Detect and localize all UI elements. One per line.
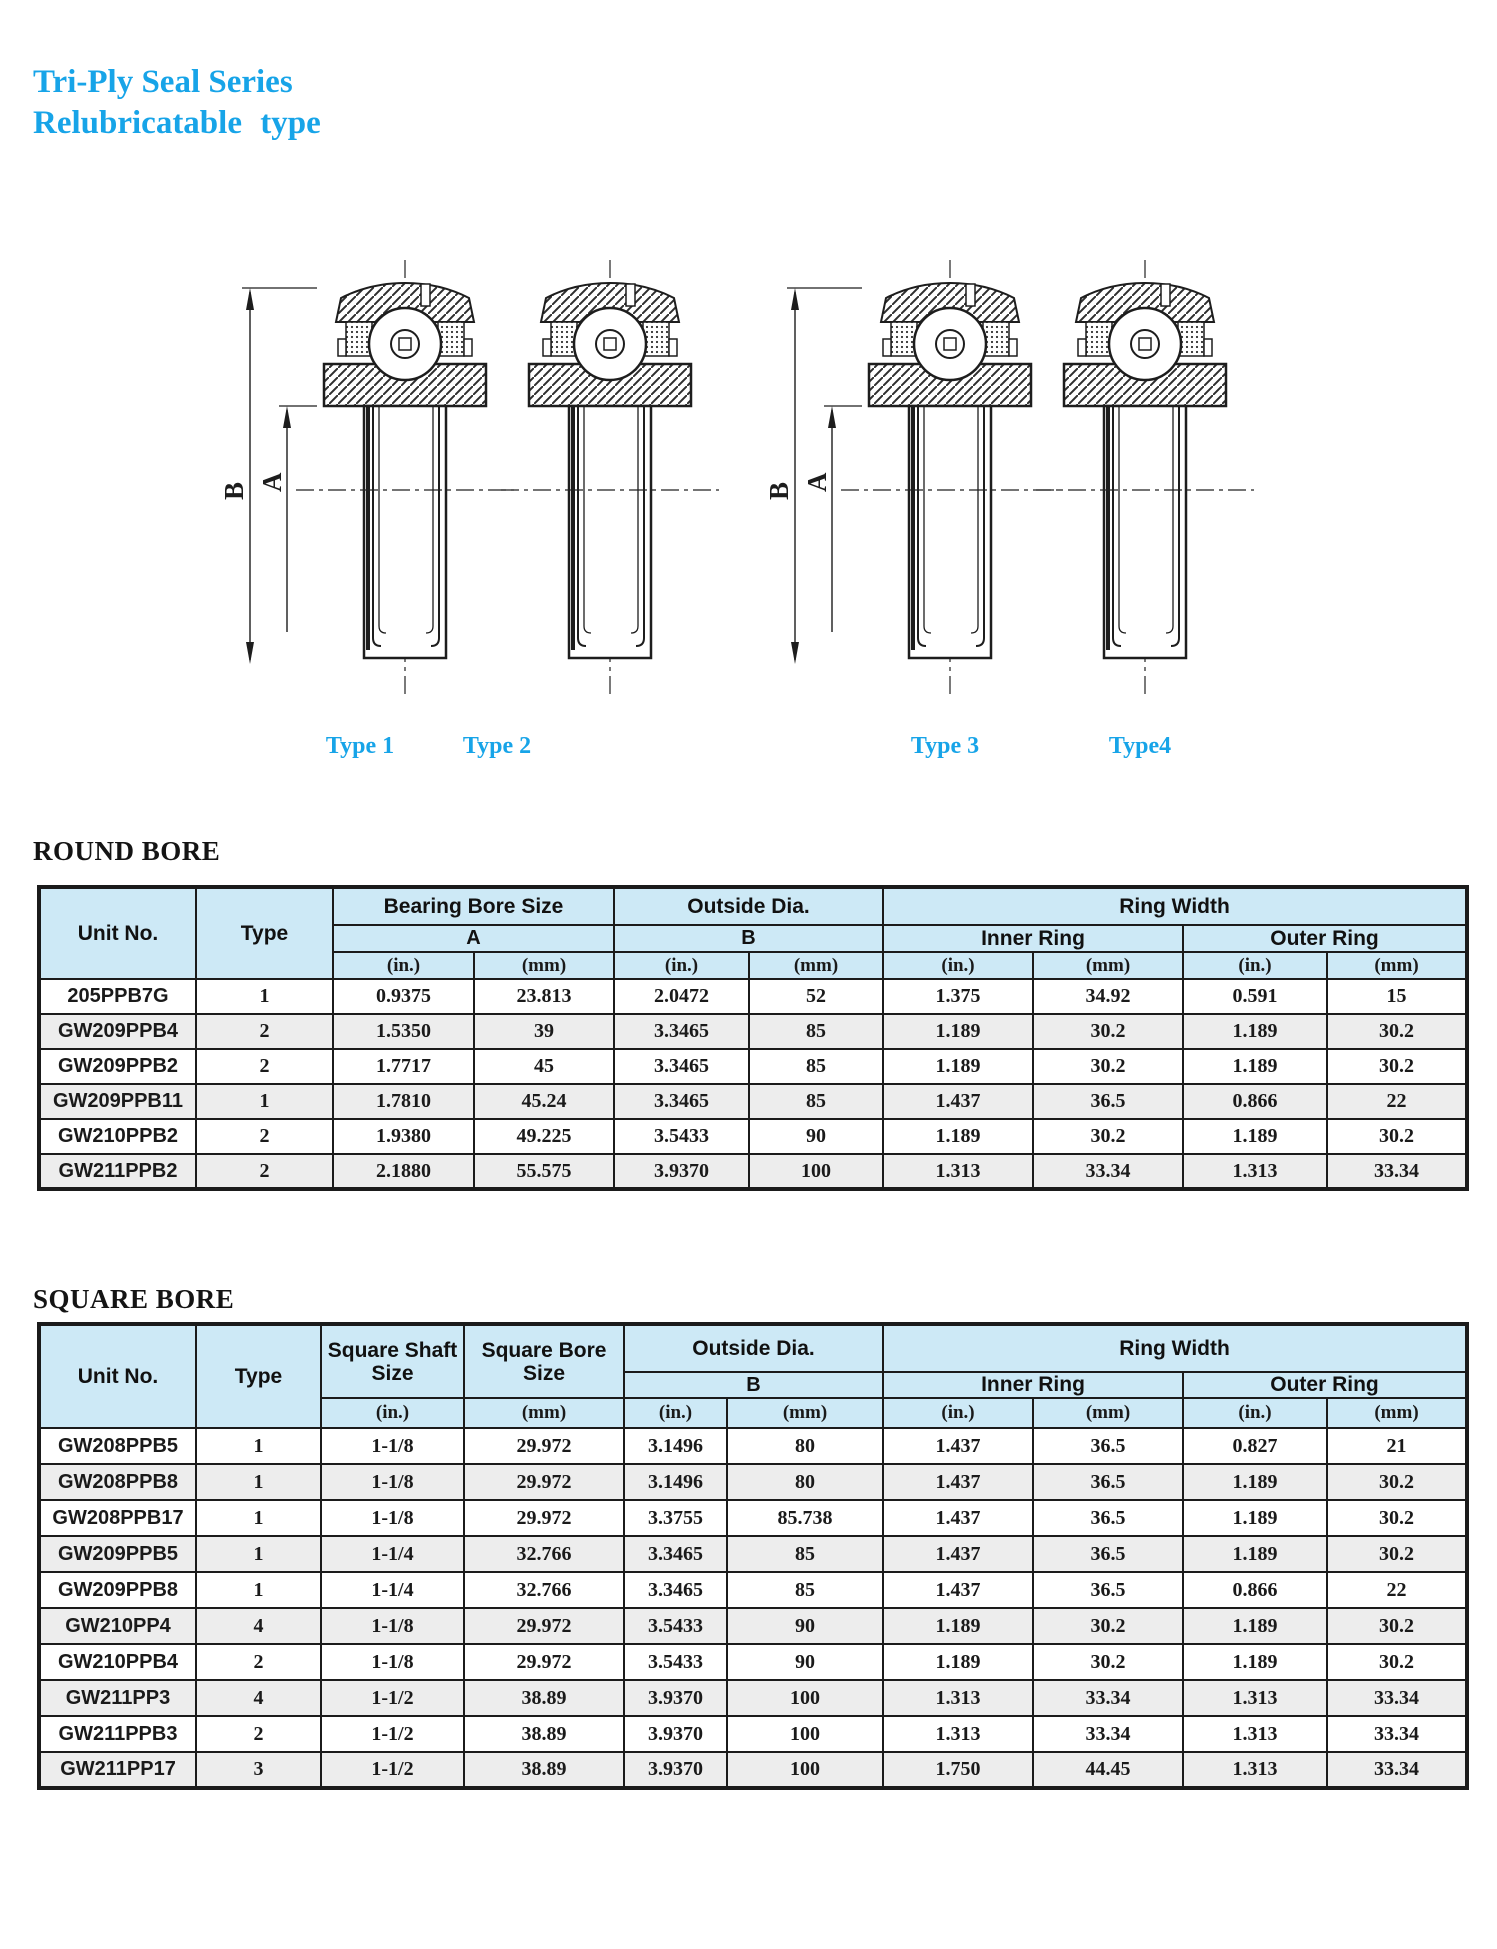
round-col-outside-dia: Outside Dia.	[614, 887, 883, 925]
round-unit-in: (in.)	[1183, 952, 1327, 979]
value-cell: 1.189	[1183, 1119, 1327, 1154]
value-cell: 4	[196, 1680, 321, 1716]
type4-label: Type4	[1108, 733, 1172, 759]
value-cell: 30.2	[1327, 1608, 1467, 1644]
value-cell: 4	[196, 1608, 321, 1644]
value-cell: 1.437	[883, 1084, 1033, 1119]
value-cell: 3.3465	[624, 1572, 727, 1608]
table-row	[39, 1014, 1467, 1049]
table-row	[39, 1752, 1467, 1788]
value-cell: 100	[727, 1752, 883, 1788]
value-cell: 30.2	[1033, 1049, 1183, 1084]
value-cell: 1.189	[1183, 1500, 1327, 1536]
table-row	[39, 1428, 1467, 1464]
table-row	[39, 1500, 1467, 1536]
value-cell: 23.813	[474, 979, 614, 1014]
value-cell: 1.437	[883, 1536, 1033, 1572]
value-cell: 33.34	[1033, 1716, 1183, 1752]
value-cell: 49.225	[474, 1119, 614, 1154]
value-cell: 15	[1327, 979, 1467, 1014]
value-cell: 85	[749, 1084, 883, 1119]
value-cell: 29.972	[464, 1500, 624, 1536]
round-col-b: B	[614, 925, 883, 952]
value-cell: 2	[196, 1119, 333, 1154]
value-cell: 1	[196, 1428, 321, 1464]
value-cell: 52	[749, 979, 883, 1014]
square-unit-mm: (mm)	[1033, 1398, 1183, 1428]
square-unit-in: (in.)	[883, 1398, 1033, 1428]
value-cell: 3.3465	[614, 1014, 749, 1049]
value-cell: 1-1/2	[321, 1716, 464, 1752]
round-col-outer-ring: Outer Ring	[1183, 925, 1467, 952]
round-col-type: Type	[196, 887, 333, 979]
value-cell: 1-1/8	[321, 1428, 464, 1464]
value-cell: 1.7717	[333, 1049, 474, 1084]
value-cell: 1.189	[883, 1014, 1033, 1049]
value-cell: 1.313	[883, 1154, 1033, 1189]
value-cell: 100	[727, 1680, 883, 1716]
page-title-line1: Tri-Ply Seal Series	[33, 64, 293, 100]
value-cell: 3.1496	[624, 1428, 727, 1464]
unit-no-cell: GW210PPB4	[39, 1644, 196, 1680]
value-cell: 0.866	[1183, 1572, 1327, 1608]
value-cell: 30.2	[1033, 1608, 1183, 1644]
value-cell: 2.1880	[333, 1154, 474, 1189]
value-cell: 30.2	[1327, 1014, 1467, 1049]
value-cell: 3.3465	[624, 1536, 727, 1572]
value-cell: 30.2	[1327, 1119, 1467, 1154]
round-col-ring-width: Ring Width	[883, 887, 1467, 925]
unit-no-cell: 205PPB7G	[39, 979, 196, 1014]
value-cell: 44.45	[1033, 1752, 1183, 1788]
value-cell: 3.5433	[624, 1644, 727, 1680]
value-cell: 1-1/4	[321, 1536, 464, 1572]
table-row	[39, 1464, 1467, 1500]
value-cell: 2	[196, 1644, 321, 1680]
value-cell: 33.34	[1327, 1154, 1467, 1189]
value-cell: 29.972	[464, 1428, 624, 1464]
type3-label: Type 3	[910, 733, 980, 759]
unit-no-cell: GW209PPB8	[39, 1572, 196, 1608]
value-cell: 29.972	[464, 1644, 624, 1680]
value-cell: 1.313	[883, 1680, 1033, 1716]
square-col-ring-width: Ring Width	[883, 1324, 1467, 1372]
value-cell: 33.34	[1327, 1680, 1467, 1716]
square-unit-in: (in.)	[1183, 1398, 1327, 1428]
value-cell: 22	[1327, 1572, 1467, 1608]
value-cell: 1.375	[883, 979, 1033, 1014]
value-cell: 100	[727, 1716, 883, 1752]
bearing-drawings: B A	[0, 0, 1497, 720]
value-cell: 1.313	[883, 1716, 1033, 1752]
value-cell: 90	[727, 1644, 883, 1680]
round-unit-in: (in.)	[614, 952, 749, 979]
round-bore-heading: ROUND BORE	[33, 836, 221, 866]
value-cell: 85	[749, 1014, 883, 1049]
value-cell: 36.5	[1033, 1536, 1183, 1572]
value-cell: 90	[727, 1608, 883, 1644]
table-row	[39, 1680, 1467, 1716]
value-cell: 3.9370	[624, 1680, 727, 1716]
value-cell: 1	[196, 1572, 321, 1608]
value-cell: 3.9370	[624, 1752, 727, 1788]
value-cell: 1-1/8	[321, 1608, 464, 1644]
value-cell: 3.5433	[614, 1119, 749, 1154]
unit-no-cell: GW211PP17	[39, 1752, 196, 1788]
table-row	[39, 1644, 1467, 1680]
round-col-inner-ring: Inner Ring	[883, 925, 1183, 952]
table-row	[39, 1154, 1467, 1189]
value-cell: 30.2	[1327, 1464, 1467, 1500]
value-cell: 85.738	[727, 1500, 883, 1536]
value-cell: 3	[196, 1752, 321, 1788]
value-cell: 36.5	[1033, 1428, 1183, 1464]
value-cell: 34.92	[1033, 979, 1183, 1014]
value-cell: 2	[196, 1716, 321, 1752]
value-cell: 36.5	[1033, 1084, 1183, 1119]
value-cell: 3.9370	[614, 1154, 749, 1189]
value-cell: 2	[196, 1014, 333, 1049]
value-cell: 1.437	[883, 1464, 1033, 1500]
value-cell: 85	[727, 1572, 883, 1608]
value-cell: 1.189	[1183, 1608, 1327, 1644]
unit-no-cell: GW208PPB5	[39, 1428, 196, 1464]
value-cell: 32.766	[464, 1536, 624, 1572]
square-unit-mm: (mm)	[464, 1398, 624, 1428]
unit-no-cell: GW211PPB2	[39, 1154, 196, 1189]
value-cell: 85	[749, 1049, 883, 1084]
value-cell: 33.34	[1327, 1716, 1467, 1752]
value-cell: 29.972	[464, 1608, 624, 1644]
type2-label: Type 2	[462, 733, 532, 759]
unit-no-cell: GW211PPB3	[39, 1716, 196, 1752]
square-unit-mm: (mm)	[1327, 1398, 1467, 1428]
value-cell: 1	[196, 979, 333, 1014]
table-row	[39, 1608, 1467, 1644]
table-row	[39, 1716, 1467, 1752]
round-col-unit-no: Unit No.	[39, 887, 196, 979]
value-cell: 1-1/4	[321, 1572, 464, 1608]
value-cell: 2	[196, 1049, 333, 1084]
round-unit-in: (in.)	[333, 952, 474, 979]
value-cell: 1.313	[1183, 1752, 1327, 1788]
value-cell: 3.5433	[624, 1608, 727, 1644]
value-cell: 55.575	[474, 1154, 614, 1189]
value-cell: 32.766	[464, 1572, 624, 1608]
round-unit-mm: (mm)	[749, 952, 883, 979]
value-cell: 1.189	[1183, 1644, 1327, 1680]
square-col-outside-dia: Outside Dia.	[624, 1324, 883, 1372]
value-cell: 36.5	[1033, 1572, 1183, 1608]
square-col-inner-ring: Inner Ring	[883, 1372, 1183, 1398]
unit-no-cell: GW208PPB8	[39, 1464, 196, 1500]
value-cell: 1	[196, 1500, 321, 1536]
value-cell: 3.1496	[624, 1464, 727, 1500]
value-cell: 90	[749, 1119, 883, 1154]
value-cell: 1.313	[1183, 1680, 1327, 1716]
value-cell: 3.3465	[614, 1049, 749, 1084]
square-col-b: B	[624, 1372, 883, 1398]
value-cell: 1.189	[1183, 1464, 1327, 1500]
square-col-outer-ring: Outer Ring	[1183, 1372, 1467, 1398]
square-bore-heading: SQUARE BORE	[33, 1284, 235, 1314]
unit-no-cell: GW208PPB17	[39, 1500, 196, 1536]
value-cell: 3.3465	[614, 1084, 749, 1119]
value-cell: 1-1/2	[321, 1680, 464, 1716]
table-row	[39, 1536, 1467, 1572]
value-cell: 2.0472	[614, 979, 749, 1014]
square-unit-mm: (mm)	[727, 1398, 883, 1428]
unit-no-cell: GW209PPB2	[39, 1049, 196, 1084]
value-cell: 0.9375	[333, 979, 474, 1014]
round-col-a: A	[333, 925, 614, 952]
value-cell: 3.9370	[624, 1716, 727, 1752]
value-cell: 1.5350	[333, 1014, 474, 1049]
unit-no-cell: GW209PPB11	[39, 1084, 196, 1119]
value-cell: 1.189	[883, 1644, 1033, 1680]
square-col-type: Type	[196, 1324, 321, 1428]
value-cell: 1.189	[883, 1119, 1033, 1154]
value-cell: 0.591	[1183, 979, 1327, 1014]
value-cell: 45	[474, 1049, 614, 1084]
square-col-unit-no: Unit No.	[39, 1324, 196, 1428]
value-cell: 1.189	[1183, 1049, 1327, 1084]
value-cell: 2	[196, 1154, 333, 1189]
value-cell: 1	[196, 1464, 321, 1500]
value-cell: 30.2	[1327, 1500, 1467, 1536]
type1-label: Type 1	[325, 733, 395, 759]
value-cell: 30.2	[1327, 1536, 1467, 1572]
value-cell: 38.89	[464, 1680, 624, 1716]
value-cell: 1.9380	[333, 1119, 474, 1154]
value-cell: 100	[749, 1154, 883, 1189]
square-col-bore-size: Square Bore Size	[464, 1324, 624, 1398]
value-cell: 30.2	[1033, 1644, 1183, 1680]
value-cell: 1.313	[1183, 1154, 1327, 1189]
value-cell: 1	[196, 1084, 333, 1119]
square-col-shaft-size: Square Shaft Size	[321, 1324, 464, 1398]
value-cell: 0.866	[1183, 1084, 1327, 1119]
square-unit-in: (in.)	[624, 1398, 727, 1428]
value-cell: 33.34	[1327, 1752, 1467, 1788]
value-cell: 1	[196, 1536, 321, 1572]
value-cell: 1-1/2	[321, 1752, 464, 1788]
value-cell: 1.313	[1183, 1716, 1327, 1752]
value-cell: 1.437	[883, 1500, 1033, 1536]
round-col-bearing-bore-size: Bearing Bore Size	[333, 887, 614, 925]
value-cell: 1-1/8	[321, 1500, 464, 1536]
page-title	[33, 62, 321, 144]
round-unit-mm: (mm)	[1033, 952, 1183, 979]
value-cell: 85	[727, 1536, 883, 1572]
value-cell: 39	[474, 1014, 614, 1049]
value-cell: 21	[1327, 1428, 1467, 1464]
value-cell: 30.2	[1033, 1119, 1183, 1154]
value-cell: 30.2	[1327, 1644, 1467, 1680]
page-title-line2: Relubricatable type	[33, 105, 321, 141]
value-cell: 36.5	[1033, 1464, 1183, 1500]
value-cell: 80	[727, 1464, 883, 1500]
value-cell: 0.827	[1183, 1428, 1327, 1464]
value-cell: 38.89	[464, 1716, 624, 1752]
value-cell: 33.34	[1033, 1680, 1183, 1716]
value-cell: 1.7810	[333, 1084, 474, 1119]
unit-no-cell: GW210PP4	[39, 1608, 196, 1644]
value-cell: 1.189	[883, 1049, 1033, 1084]
round-unit-mm: (mm)	[474, 952, 614, 979]
unit-no-cell: GW211PP3	[39, 1680, 196, 1716]
square-unit-in: (in.)	[321, 1398, 464, 1428]
value-cell: 1.437	[883, 1572, 1033, 1608]
square-bore-table	[37, 1322, 1469, 1790]
value-cell: 38.89	[464, 1752, 624, 1788]
unit-no-cell: GW210PPB2	[39, 1119, 196, 1154]
table-row	[39, 1119, 1467, 1154]
round-unit-in: (in.)	[883, 952, 1033, 979]
value-cell: 30.2	[1327, 1049, 1467, 1084]
table-row	[39, 1084, 1467, 1119]
value-cell: 1.750	[883, 1752, 1033, 1788]
value-cell: 22	[1327, 1084, 1467, 1119]
value-cell: 33.34	[1033, 1154, 1183, 1189]
unit-no-cell: GW209PPB5	[39, 1536, 196, 1572]
unit-no-cell: GW209PPB4	[39, 1014, 196, 1049]
value-cell: 80	[727, 1428, 883, 1464]
value-cell: 1.189	[1183, 1014, 1327, 1049]
table-row	[39, 979, 1467, 1014]
value-cell: 1.437	[883, 1428, 1033, 1464]
value-cell: 3.3755	[624, 1500, 727, 1536]
value-cell: 36.5	[1033, 1500, 1183, 1536]
value-cell: 1.189	[883, 1608, 1033, 1644]
value-cell: 45.24	[474, 1084, 614, 1119]
table-row	[39, 1049, 1467, 1084]
value-cell: 1.189	[1183, 1536, 1327, 1572]
value-cell: 1-1/8	[321, 1644, 464, 1680]
value-cell: 29.972	[464, 1464, 624, 1500]
table-row	[39, 1572, 1467, 1608]
round-unit-mm: (mm)	[1327, 952, 1467, 979]
value-cell: 1-1/8	[321, 1464, 464, 1500]
value-cell: 30.2	[1033, 1014, 1183, 1049]
round-bore-table	[37, 885, 1469, 1191]
